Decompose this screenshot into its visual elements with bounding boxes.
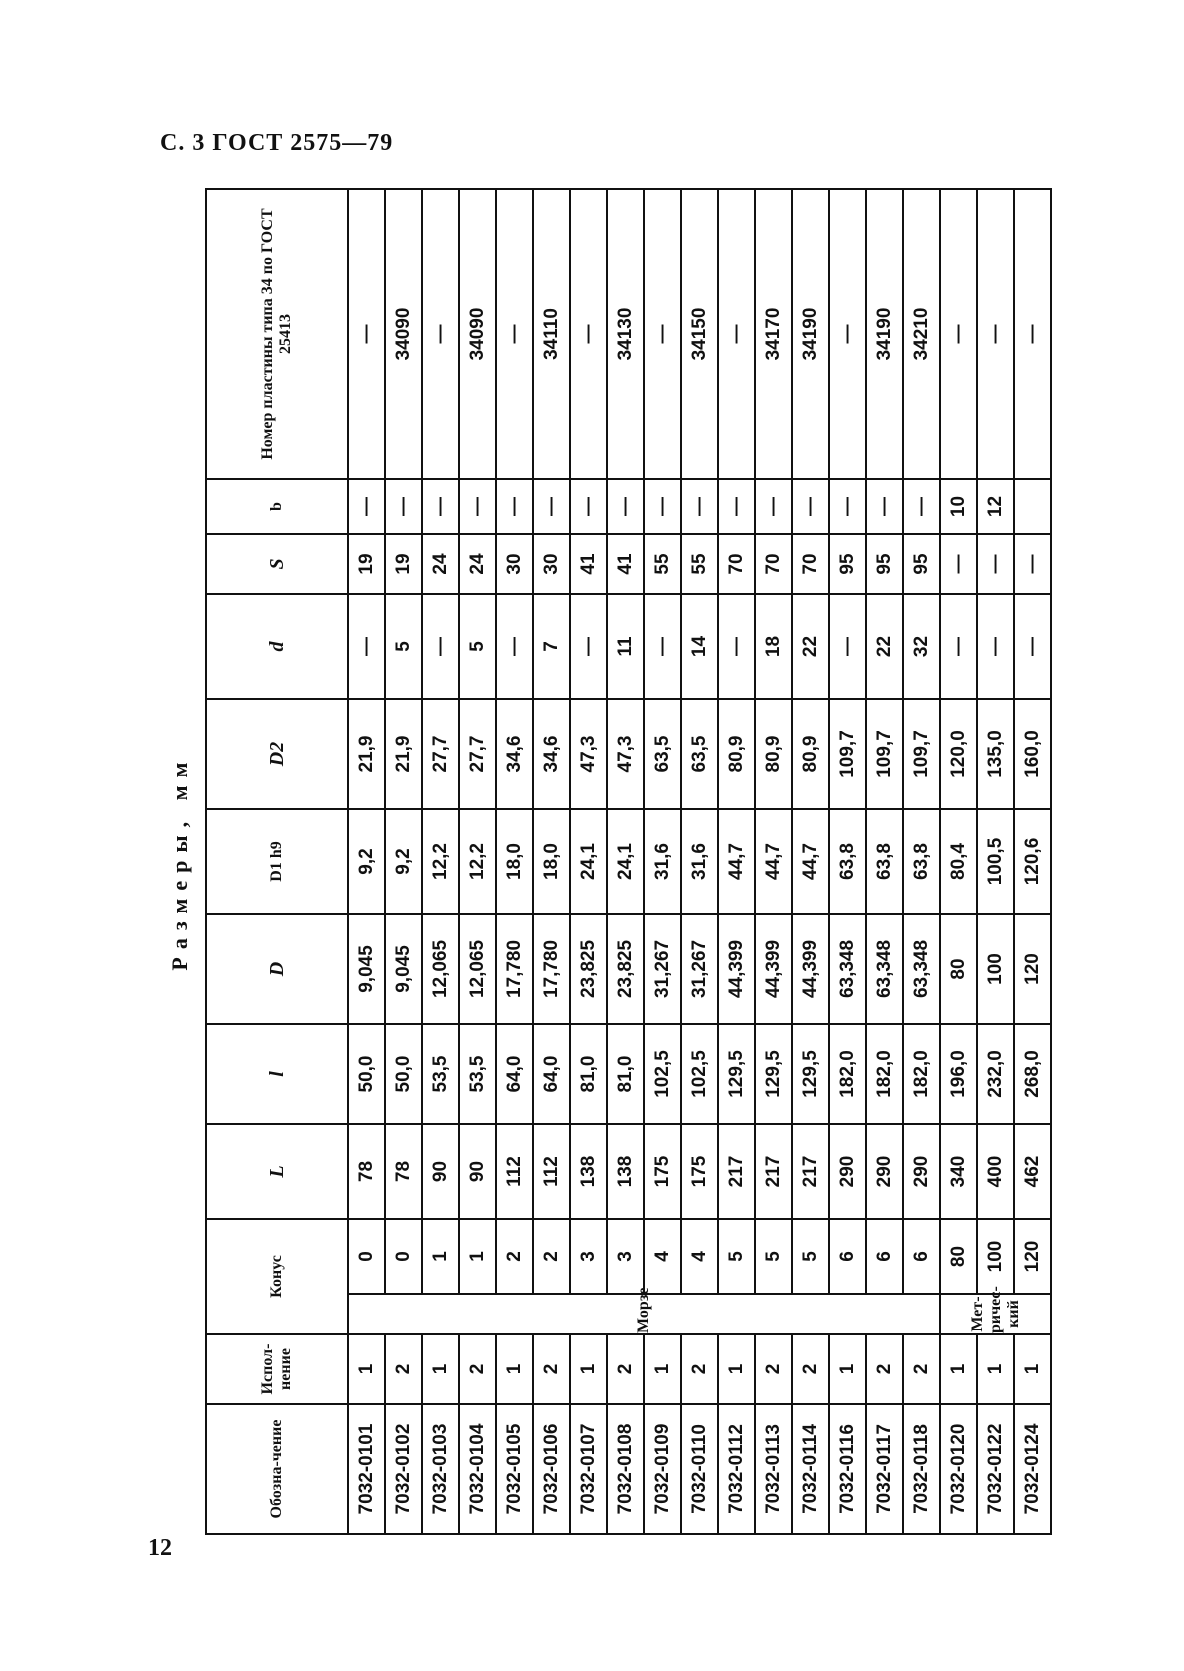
cell-b: —	[607, 479, 644, 534]
cell-b: —	[348, 479, 385, 534]
cell-version: 1	[496, 1334, 533, 1404]
cell-d1: 12,2	[459, 809, 496, 914]
cell-cone: 1	[459, 1219, 496, 1294]
cell-s: 24	[422, 534, 459, 594]
cell-s: 41	[570, 534, 607, 594]
cell-d: —	[570, 594, 607, 699]
cell-cone: 2	[533, 1219, 570, 1294]
cell-plate: —	[1014, 189, 1051, 479]
cell-designation: 7032-0104	[459, 1404, 496, 1534]
col-S: S	[206, 534, 348, 594]
cell-designation: 7032-0114	[792, 1404, 829, 1534]
cell-s: 70	[718, 534, 755, 594]
cell-designation: 7032-0110	[681, 1404, 718, 1534]
cell-cone: 5	[792, 1219, 829, 1294]
table-body	[348, 189, 1051, 1534]
cell-s: —	[1014, 534, 1051, 594]
cell-d: 11	[607, 594, 644, 699]
cell-designation: 7032-0108	[607, 1404, 644, 1534]
cell-plate: 34150	[681, 189, 718, 479]
cell-d1: 9,2	[385, 809, 422, 914]
cell-plate: —	[940, 189, 977, 479]
cell-cone: 6	[866, 1219, 903, 1294]
cell-l: 50,0	[385, 1024, 422, 1124]
cell-l: 90	[422, 1124, 459, 1219]
cell-l: 81,0	[607, 1024, 644, 1124]
cell-d: —	[496, 594, 533, 699]
col-D1: D1 h9	[206, 809, 348, 914]
cell-s: —	[940, 534, 977, 594]
cell-l: 340	[940, 1124, 977, 1219]
cell-l: 217	[755, 1124, 792, 1219]
cell-l: 53,5	[459, 1024, 496, 1124]
cell-version: 1	[1014, 1334, 1051, 1404]
cell-d: —	[1014, 594, 1051, 699]
cell-plate: 34090	[459, 189, 496, 479]
cell-designation: 7032-0109	[644, 1404, 681, 1534]
cell-l: 217	[718, 1124, 755, 1219]
cell-l: 290	[866, 1124, 903, 1219]
cell-d: 22	[866, 594, 903, 699]
cell-d: 63,348	[903, 914, 940, 1024]
cell-d1: 44,7	[792, 809, 829, 914]
cell-version: 1	[644, 1334, 681, 1404]
cell-d2: 63,5	[644, 699, 681, 809]
col-d: d	[206, 594, 348, 699]
cell-l: 102,5	[644, 1024, 681, 1124]
cell-plate: —	[570, 189, 607, 479]
cell-s: 95	[866, 534, 903, 594]
cell-d1: 63,8	[829, 809, 866, 914]
cell-s: 70	[792, 534, 829, 594]
cell-l: 182,0	[866, 1024, 903, 1124]
cell-s: —	[977, 534, 1014, 594]
cell-d1: 80,4	[940, 809, 977, 914]
cell-b: —	[866, 479, 903, 534]
cell-l: 182,0	[829, 1024, 866, 1124]
cell-d1: 24,1	[607, 809, 644, 914]
page-header: С. 3 ГОСТ 2575—79	[160, 130, 394, 156]
cell-d: —	[422, 594, 459, 699]
col-D2: D2	[206, 699, 348, 809]
col-L: L	[206, 1124, 348, 1219]
cell-l: 112	[496, 1124, 533, 1219]
cell-s: 55	[644, 534, 681, 594]
cell-l: 129,5	[792, 1024, 829, 1124]
cell-version: 2	[681, 1334, 718, 1404]
cell-d: 9,045	[385, 914, 422, 1024]
cell-plate: 34190	[866, 189, 903, 479]
cell-plate: —	[829, 189, 866, 479]
cell-cone: 5	[718, 1219, 755, 1294]
cell-d: 12,065	[459, 914, 496, 1024]
cell-d2: 109,7	[866, 699, 903, 809]
cell-d2: 27,7	[459, 699, 496, 809]
cell-designation: 7032-0117	[866, 1404, 903, 1534]
cell-version: 1	[570, 1334, 607, 1404]
cone-type-group: Морзе	[348, 1294, 940, 1334]
cell-b: —	[459, 479, 496, 534]
cell-d2: 135,0	[977, 699, 1014, 809]
cell-s: 70	[755, 534, 792, 594]
cell-plate: —	[718, 189, 755, 479]
cell-version: 1	[348, 1334, 385, 1404]
cell-d: 63,348	[829, 914, 866, 1024]
cell-s: 95	[903, 534, 940, 594]
cell-b: —	[422, 479, 459, 534]
cell-cone: 3	[570, 1219, 607, 1294]
page-number: 12	[148, 1535, 172, 1561]
cell-d1: 63,8	[866, 809, 903, 914]
cell-designation: 7032-0103	[422, 1404, 459, 1534]
cell-d: 17,780	[496, 914, 533, 1024]
cell-l: 78	[348, 1124, 385, 1219]
table-row	[348, 189, 385, 1534]
cell-d: 17,780	[533, 914, 570, 1024]
cell-cone: 3	[607, 1219, 644, 1294]
cell-l: 102,5	[681, 1024, 718, 1124]
cell-d2: 34,6	[533, 699, 570, 809]
cell-d2: 47,3	[607, 699, 644, 809]
cell-cone: 6	[903, 1219, 940, 1294]
cell-d: 18	[755, 594, 792, 699]
cell-l: 81,0	[570, 1024, 607, 1124]
cell-b: —	[496, 479, 533, 534]
cell-cone: 2	[496, 1219, 533, 1294]
cell-d1: 31,6	[681, 809, 718, 914]
cell-d: 5	[459, 594, 496, 699]
cell-d1: 44,7	[718, 809, 755, 914]
cell-d1: 31,6	[644, 809, 681, 914]
cell-l: 217	[792, 1124, 829, 1219]
cell-d: —	[829, 594, 866, 699]
cell-b: —	[718, 479, 755, 534]
cell-d2: 80,9	[718, 699, 755, 809]
cell-plate: —	[977, 189, 1014, 479]
cell-version: 2	[792, 1334, 829, 1404]
col-b: b	[206, 479, 348, 534]
cell-cone: 120	[1014, 1219, 1051, 1294]
cone-type-group: Мет-ричес-кий	[940, 1294, 1051, 1334]
table-row	[940, 189, 977, 1534]
cell-plate: 34130	[607, 189, 644, 479]
cell-designation: 7032-0107	[570, 1404, 607, 1534]
cell-l: 196,0	[940, 1024, 977, 1124]
cell-l: 129,5	[755, 1024, 792, 1124]
cell-designation: 7032-0105	[496, 1404, 533, 1534]
cell-l: 138	[570, 1124, 607, 1219]
cell-d: 100	[977, 914, 1014, 1024]
cell-version: 2	[385, 1334, 422, 1404]
cell-designation: 7032-0124	[1014, 1404, 1051, 1534]
cell-d1: 24,1	[570, 809, 607, 914]
cell-l: 400	[977, 1124, 1014, 1219]
cell-l: 138	[607, 1124, 644, 1219]
cell-d: 5	[385, 594, 422, 699]
cell-d2: 34,6	[496, 699, 533, 809]
cell-d: 12,065	[422, 914, 459, 1024]
cell-s: 19	[385, 534, 422, 594]
cell-d: 31,267	[681, 914, 718, 1024]
cell-d: 9,045	[348, 914, 385, 1024]
cell-cone: 0	[348, 1219, 385, 1294]
cell-designation: 7032-0101	[348, 1404, 385, 1534]
col-D: D	[206, 914, 348, 1024]
cell-version: 2	[459, 1334, 496, 1404]
cell-plate: —	[348, 189, 385, 479]
cell-l: 112	[533, 1124, 570, 1219]
cell-d: 23,825	[607, 914, 644, 1024]
cell-l: 129,5	[718, 1024, 755, 1124]
cell-version: 2	[903, 1334, 940, 1404]
cell-designation: 7032-0120	[940, 1404, 977, 1534]
cell-version: 1	[977, 1334, 1014, 1404]
cell-d: —	[977, 594, 1014, 699]
cell-cone: 6	[829, 1219, 866, 1294]
cell-b: —	[792, 479, 829, 534]
cell-d: 63,348	[866, 914, 903, 1024]
cell-designation: 7032-0102	[385, 1404, 422, 1534]
cell-s: 41	[607, 534, 644, 594]
cell-designation: 7032-0116	[829, 1404, 866, 1534]
cell-d2: 21,9	[385, 699, 422, 809]
cell-version: 1	[940, 1334, 977, 1404]
cell-s: 30	[533, 534, 570, 594]
cell-l: 232,0	[977, 1024, 1014, 1124]
cell-l: 290	[903, 1124, 940, 1219]
cell-version: 2	[866, 1334, 903, 1404]
cell-cone: 100	[977, 1219, 1014, 1294]
cell-d1: 120,6	[1014, 809, 1051, 914]
cell-designation: 7032-0118	[903, 1404, 940, 1534]
cell-l: 175	[681, 1124, 718, 1219]
cell-version: 2	[755, 1334, 792, 1404]
table-caption: Размеры, мм	[167, 754, 192, 971]
cell-b: —	[570, 479, 607, 534]
cell-d: 44,399	[755, 914, 792, 1024]
cell-d: —	[348, 594, 385, 699]
cell-l: 462	[1014, 1124, 1051, 1219]
cell-d2: 120,0	[940, 699, 977, 809]
cell-l: 268,0	[1014, 1024, 1051, 1124]
cell-plate: 34190	[792, 189, 829, 479]
cell-cone: 80	[940, 1219, 977, 1294]
cell-l: 64,0	[496, 1024, 533, 1124]
cell-b: —	[385, 479, 422, 534]
cell-d2: 47,3	[570, 699, 607, 809]
cell-b	[1014, 479, 1051, 534]
col-version: Испол-нение	[206, 1334, 348, 1404]
cell-l: 175	[644, 1124, 681, 1219]
cell-d: —	[940, 594, 977, 699]
cell-d1: 9,2	[348, 809, 385, 914]
cell-l: 50,0	[348, 1024, 385, 1124]
cell-version: 1	[829, 1334, 866, 1404]
cell-version: 2	[607, 1334, 644, 1404]
cell-d1: 100,5	[977, 809, 1014, 914]
cell-d1: 18,0	[496, 809, 533, 914]
cell-b: 12	[977, 479, 1014, 534]
cell-d1: 63,8	[903, 809, 940, 914]
table-header-row	[206, 189, 348, 1534]
cell-d: 23,825	[570, 914, 607, 1024]
cell-plate: —	[496, 189, 533, 479]
cell-plate: 34090	[385, 189, 422, 479]
cell-designation: 7032-0112	[718, 1404, 755, 1534]
dimensions-table	[205, 188, 1052, 1535]
cell-version: 1	[718, 1334, 755, 1404]
cell-d2: 109,7	[903, 699, 940, 809]
cell-d: —	[718, 594, 755, 699]
cell-b: —	[903, 479, 940, 534]
cell-b: —	[533, 479, 570, 534]
cell-d2: 27,7	[422, 699, 459, 809]
cell-d2: 63,5	[681, 699, 718, 809]
cell-designation: 7032-0122	[977, 1404, 1014, 1534]
col-l: l	[206, 1024, 348, 1124]
cell-d1: 18,0	[533, 809, 570, 914]
cell-cone: 4	[681, 1219, 718, 1294]
cell-b: —	[755, 479, 792, 534]
cell-d: 7	[533, 594, 570, 699]
cell-d: 80	[940, 914, 977, 1024]
cell-l: 78	[385, 1124, 422, 1219]
cell-d: 32	[903, 594, 940, 699]
cell-l: 64,0	[533, 1024, 570, 1124]
cell-s: 55	[681, 534, 718, 594]
cell-designation: 7032-0106	[533, 1404, 570, 1534]
cell-b: —	[829, 479, 866, 534]
cell-b: —	[681, 479, 718, 534]
cell-d: 120	[1014, 914, 1051, 1024]
cell-designation: 7032-0113	[755, 1404, 792, 1534]
cell-d: 44,399	[792, 914, 829, 1024]
cell-l: 290	[829, 1124, 866, 1219]
cell-plate: —	[644, 189, 681, 479]
cell-d2: 21,9	[348, 699, 385, 809]
col-cone: Конус	[206, 1219, 348, 1334]
cell-b: —	[644, 479, 681, 534]
cell-version: 2	[533, 1334, 570, 1404]
cell-s: 24	[459, 534, 496, 594]
cell-d: 14	[681, 594, 718, 699]
cell-version: 1	[422, 1334, 459, 1404]
cell-cone: 5	[755, 1219, 792, 1294]
cell-plate: 34210	[903, 189, 940, 479]
cell-d: 22	[792, 594, 829, 699]
cell-b: 10	[940, 479, 977, 534]
cell-d2: 80,9	[755, 699, 792, 809]
cell-s: 30	[496, 534, 533, 594]
col-designation: Обозна-чение	[206, 1404, 348, 1534]
cell-d: 44,399	[718, 914, 755, 1024]
rotated-table-container	[160, 190, 1043, 1535]
cell-plate: 34110	[533, 189, 570, 479]
cell-plate: —	[422, 189, 459, 479]
cell-d2: 160,0	[1014, 699, 1051, 809]
cell-cone: 1	[422, 1219, 459, 1294]
cell-d2: 80,9	[792, 699, 829, 809]
cell-d1: 44,7	[755, 809, 792, 914]
cell-l: 90	[459, 1124, 496, 1219]
cell-d1: 12,2	[422, 809, 459, 914]
cell-d: 31,267	[644, 914, 681, 1024]
cell-s: 19	[348, 534, 385, 594]
cell-d2: 109,7	[829, 699, 866, 809]
cell-cone: 0	[385, 1219, 422, 1294]
cell-d: —	[644, 594, 681, 699]
col-plate: Номер пластины типа 34 по ГОСТ 25413	[206, 189, 348, 479]
cell-l: 53,5	[422, 1024, 459, 1124]
cell-plate: 34170	[755, 189, 792, 479]
cell-s: 95	[829, 534, 866, 594]
cell-l: 182,0	[903, 1024, 940, 1124]
cell-cone: 4	[644, 1219, 681, 1294]
